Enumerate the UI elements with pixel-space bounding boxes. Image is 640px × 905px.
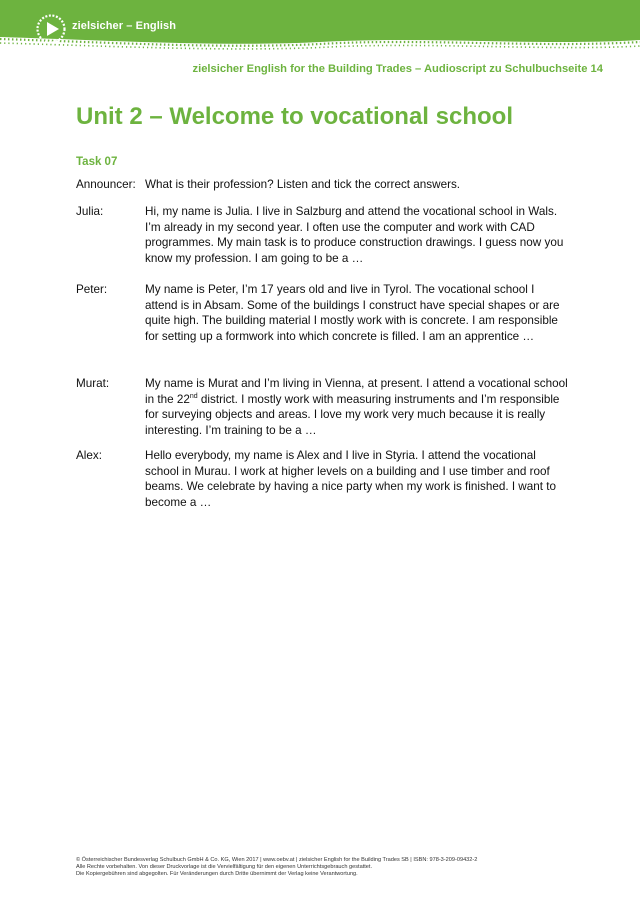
speaker-label: Announcer: bbox=[76, 178, 136, 191]
murat-entry bbox=[76, 376, 576, 438]
footer-disclaimer: Die Kopiergebühren sind abgegolten. Für Veränderungen durch Dritte übernimmt der Verlag keine Verantwortung. bbox=[76, 871, 358, 877]
brand-name: zielsicher – English bbox=[72, 20, 177, 32]
speaker-label: Julia: bbox=[76, 205, 104, 218]
footer bbox=[76, 857, 596, 878]
dialogue-text: Hello everybody, my name is Alex and I live in Styria. I attend the vocational school in Murau. I work at higher levels on a building and I use timber and roof beams. We celebrate by having a nice party when my work is finished. I want to become a … bbox=[145, 449, 556, 509]
footer-copyright: © Österreichischer Bundesverlag Schulbuch GmbH & Co. KG, Wien 2017 | www.oebv.at | zielsicher English for the Building Trades SB | ISBN: 978-3-209-09432-2 bbox=[76, 857, 478, 863]
footer-rights: Alle Rechte vorbehalten. Von dieser Druckvorlage ist die Vervielfältigung für den eigenen Unterrichtsgebrauch gestattet. bbox=[76, 864, 373, 870]
julia-entry bbox=[76, 204, 576, 266]
text-part: My name is Murat and I’m living in Vienna, at present. I attend a vocational school in the 22 bbox=[145, 377, 568, 406]
task-label: Task 07 bbox=[76, 156, 118, 168]
dialogue-text bbox=[145, 376, 569, 438]
text-part: district. I mostly work with measuring instruments and I’m responsible for surveying objects and areas. I love my work very much because it is really interesting. I’m training to be a … bbox=[145, 392, 560, 437]
dialogue-text: My name is Peter, I’m 17 years old and live in Tyrol. The vocational school I attend is in Absam. Some of the buildings I construct have special shapes or are quite high. The building material I mostly work with is concrete. I am responsible for setting up a formwork into which concrete is filled. I am an apprentice … bbox=[145, 283, 560, 343]
announcer-entry bbox=[76, 177, 576, 193]
peter-entry bbox=[76, 282, 576, 344]
speaker-label: Peter: bbox=[76, 283, 108, 296]
header-banner bbox=[0, 0, 640, 52]
page-title: Unit 2 – Welcome to vocational school bbox=[76, 103, 513, 130]
speaker-label: Alex: bbox=[76, 449, 102, 462]
ordinal-suffix: nd bbox=[189, 392, 198, 400]
dialogue-text: What is their profession? Listen and tick the correct answers. bbox=[145, 178, 461, 191]
dialogue-text: Hi, my name is Julia. I live in Salzburg and attend the vocational school in Wals. I’m already in my second year. I often use the computer and work with CAD programmes. My main task is to produce construction drawings. I guess now you know my profession. I am going to be a … bbox=[145, 205, 564, 265]
page-subtitle: zielsicher English for the Building Trades – Audioscript zu Schulbuchseite 14 bbox=[192, 63, 603, 75]
alex-entry bbox=[76, 448, 576, 510]
play-circle-icon bbox=[35, 13, 67, 45]
speaker-label: Murat: bbox=[76, 377, 110, 390]
